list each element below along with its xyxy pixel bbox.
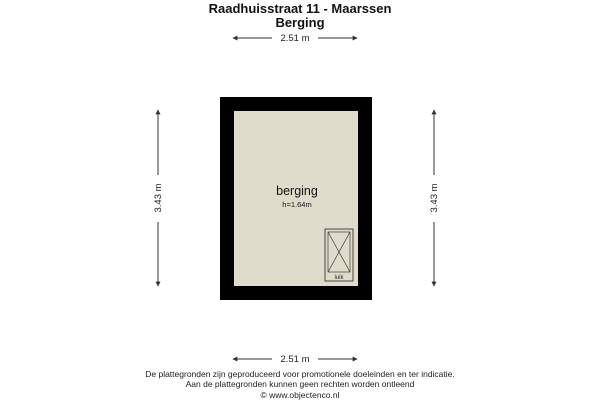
- dimension-right-label: 3.43 m: [429, 183, 440, 213]
- dimension-bottom: [233, 354, 357, 365]
- room-height: h=1.64m: [282, 200, 312, 209]
- dimension-top-label: 2.51 m: [280, 33, 310, 44]
- page-title: Raadhuisstraat 11 - Maarssen: [208, 1, 392, 16]
- dimension-left: [153, 110, 164, 286]
- room-floor: [234, 111, 358, 286]
- dimension-left-label: 3.43 m: [153, 183, 164, 213]
- copyright-link[interactable]: © www.objectenco.nl: [260, 390, 340, 400]
- dimension-top: [233, 33, 357, 44]
- dimension-right: [429, 110, 440, 286]
- room-name: berging: [276, 184, 318, 198]
- disclaimer-line-1: De plattegronden zijn geproduceerd voor promotionele doeleinden en ter indicatie.: [145, 369, 455, 379]
- hatch-label: luik: [334, 275, 344, 281]
- dimension-bottom-label: 2.51 m: [280, 354, 310, 365]
- disclaimer-line-2: Aan de plattegronden kunnen geen rechten worden ontleend: [185, 379, 415, 389]
- floor-title: Berging: [275, 15, 325, 30]
